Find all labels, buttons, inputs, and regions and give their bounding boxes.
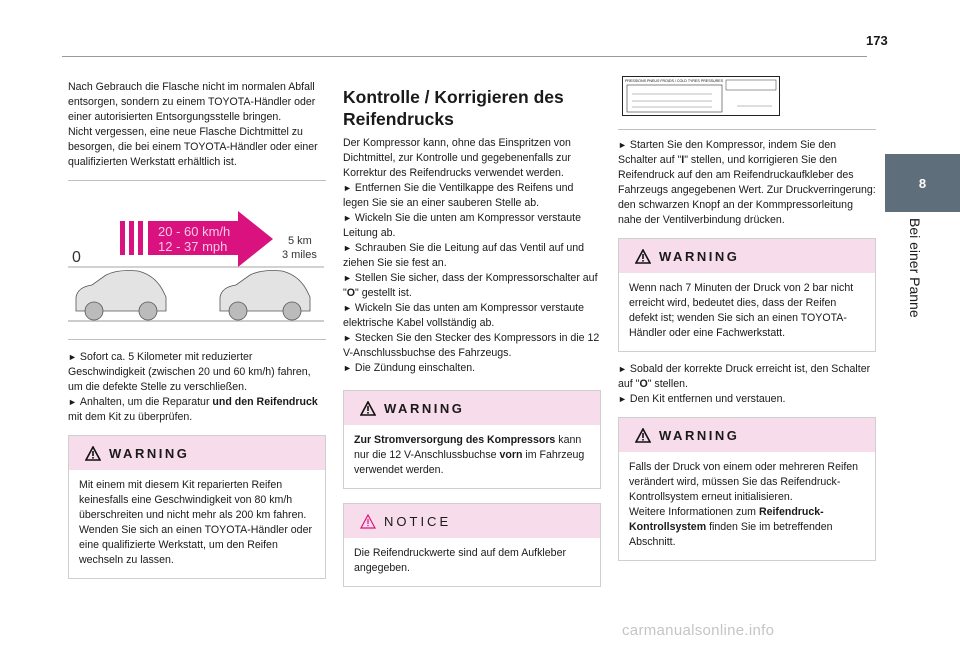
arrow-icon: ► [343, 183, 352, 193]
speed-bar-3 [138, 221, 143, 255]
warning-title: WARNING [659, 248, 740, 264]
warning-text: Falls der Druck von einem oder mehreren Reifen verändert wird, müssen Sie das Reifendruck-Kontrollsystem erneut initialisieren. [629, 461, 859, 503]
step-text: Wickeln Sie das unten am Kompressor verstaute elektrische Kabel vollständig ab. [343, 302, 584, 329]
speed-bar-2 [129, 221, 134, 255]
label-header: PRESSIONS PNEUS FROIDS / COLD TYRES PRESSURES [625, 79, 723, 83]
arrow-icon: ► [343, 213, 352, 223]
step-text: Sobald der korrekte Druck erreicht ist, den Schalter auf " [618, 363, 871, 390]
step-ignition [343, 361, 601, 376]
warning-box [68, 435, 326, 579]
step-valve-cap [343, 181, 601, 211]
warning-text-part: finden Sie im betreffenden Abschnitt. [629, 521, 833, 548]
step-switch-off [618, 362, 876, 392]
arrow-icon: ► [343, 273, 352, 283]
header-rule [62, 56, 867, 57]
step-text-end: " gestellt ist. [355, 287, 412, 299]
switch-symbol: O [639, 378, 648, 390]
speed-kmh: 20 - 60 km/h [158, 224, 231, 239]
notice-title: NOTICE [384, 513, 452, 529]
warning-title: WARNING [109, 445, 190, 461]
warning-text [629, 505, 865, 550]
warning-header [344, 391, 600, 425]
step-text: Wickeln Sie die unten am Kompressor verstaute Leitung ab. [343, 212, 582, 239]
warning-header [619, 418, 875, 452]
chapter-tab[interactable] [885, 154, 960, 212]
arrow-icon: ► [618, 394, 627, 404]
warning-bold: vorn [499, 449, 523, 461]
step-stow-kit [618, 392, 876, 407]
step-plug-in [343, 331, 601, 361]
divider [68, 180, 326, 181]
warning-text-part: im Fahrzeug verwendet werden. [354, 449, 585, 476]
distance-miles: 3 miles [282, 249, 317, 261]
divider [618, 129, 876, 130]
switch-symbol: O [346, 287, 356, 299]
switch-symbol: I [681, 154, 685, 166]
chapter-title: Bei einer Panne [907, 218, 923, 318]
distance-km: 5 km [288, 235, 312, 247]
speed-mph: 12 - 37 mph [158, 239, 228, 254]
driving-illustration [68, 199, 326, 324]
car-left [76, 271, 166, 321]
warning-bold: Reifendruck-Kontrollsystem [629, 506, 824, 533]
step-text: Entfernen Sie die Ventilkappe des Reifens und legen Sie sie an einer sauberen Stelle ab. [343, 182, 574, 209]
refill-text: Nicht vergessen, eine neue Flasche Dichtmittel zu besorgen, die bei einem TOYOTA-Händler oder einer qualifizierten Werkstatt erhältlich ist. [68, 126, 318, 168]
column-2 [343, 80, 601, 587]
car-right [220, 271, 310, 321]
section-title: Kontrolle / Korrigieren des Reifendrucks [343, 87, 564, 129]
warning-triangle-icon [85, 446, 101, 461]
step-text: Stellen Sie sicher, dass der Kompressorschalter auf " [343, 272, 598, 299]
step-text-end: " stellen. [647, 378, 688, 390]
warning-text: Wenn nach 7 Minuten der Druck von 2 bar nicht erreicht wird, bedeutet dies, dass der Reifen defekt ist; wenden Sie sich an einen TOYOTA-Händler oder eine Fachwerkstatt. [629, 282, 854, 339]
column-1 [68, 80, 326, 579]
step-unwind-hose [343, 211, 601, 241]
start-zero: 0 [72, 249, 81, 266]
step-text: Schrauben Sie die Leitung auf das Ventil auf und ziehen Sie sie fest an. [343, 242, 585, 269]
warning-text [354, 433, 590, 478]
arrow-icon: ► [68, 397, 77, 407]
warning-title: WARNING [384, 400, 465, 416]
step-drive-text: Sofort ca. 5 Kilometer mit reduzierter Geschwindigkeit (zwischen 20 und 60 km/h) fahren, um die defekte Stelle zu verschließen. [68, 351, 311, 393]
disposal-text: Nach Gebrauch die Flasche nicht im normalen Abfall entsorgen, sondern zu einem TOYOTA-Händler oder einer autorisierten Entsorgungsstelle bringen. [68, 81, 316, 123]
warning-text-part: Weitere Informationen zum [629, 506, 759, 518]
watermark: carmanualsonline.info [622, 622, 775, 639]
page-number: 173 [866, 33, 888, 48]
warning-text: Mit einem mit diesem Kit reparierten Reifen keinesfalls eine Geschwindigkeit von 80 km/h überschreiten und nicht mehr als 200 km fahren. Wenden Sie sich an einen TOYOTA-Händler oder eine qualifizierte Werkstatt, um den Reifen wechseln zu lassen. [79, 479, 312, 566]
notice-triangle-icon [360, 514, 376, 529]
arrow-icon: ► [343, 363, 352, 373]
arrow-icon: ► [618, 364, 627, 374]
arrow-icon: ► [68, 352, 77, 362]
notice-header [344, 504, 600, 538]
intro-text: Der Kompressor kann, ohne das Einspritzen von Dichtmittel, zur Kontrolle und gegebenenfalls zur Korrektur des Reifendrucks verwendet werden. [343, 137, 571, 179]
step-stop-bold: und den Reifendruck [212, 396, 318, 408]
warning-title: WARNING [659, 427, 740, 443]
divider [68, 339, 326, 340]
notice-box [343, 503, 601, 587]
step-drive [68, 350, 326, 395]
step-stop-text: Anhalten, um die Reparatur [79, 396, 213, 408]
warning-box [343, 390, 601, 489]
warning-triangle-icon [360, 401, 376, 416]
arrow-icon: ► [343, 243, 352, 253]
arrow-icon: ► [618, 140, 627, 150]
tyre-pressure-label [622, 76, 780, 116]
step-text: Die Zündung einschalten. [354, 362, 476, 374]
step-stop [68, 395, 326, 425]
warning-text-part: kann nur die 12 V-Anschlussbuchse [354, 434, 582, 461]
warning-triangle-icon [635, 249, 651, 264]
warning-box [618, 417, 876, 561]
step-text-end: " stellen, und korrigieren Sie den Reifendruck auf den am Reifendruckaufkleber des Fahrzeugs angegebenen Wert. Zur Druckverringerung: den schwarzen Knopf an der Kommpressorleitung nahe der Ventilverbindung drücken. [618, 154, 876, 226]
warning-bold: Zur Stromversorgung des Kompressors [354, 434, 556, 446]
step-stop-text-end: mit dem Kit zu überprüfen. [68, 411, 193, 423]
step-switch-off [343, 271, 601, 301]
step-text: Stecken Sie den Stecker des Kompressors in die 12 V-Anschlussbuchse des Fahrzeugs. [343, 332, 600, 359]
step-text: Starten Sie den Kompressor, indem Sie den Schalter auf " [618, 139, 837, 166]
warning-header [69, 436, 325, 470]
step-text: Den Kit entfernen und verstauen. [629, 393, 786, 405]
warning-box [618, 238, 876, 352]
speed-bar-1 [120, 221, 125, 255]
step-screw-hose [343, 241, 601, 271]
step-unwind-cable [343, 301, 601, 331]
notice-text: Die Reifendruckwerte sind auf dem Aufkleber angegeben. [354, 547, 566, 574]
column-3 [618, 76, 876, 561]
chapter-number: 8 [918, 175, 927, 191]
arrow-icon: ► [343, 303, 352, 313]
warning-header [619, 239, 875, 273]
step-start-compressor [618, 138, 876, 228]
warning-triangle-icon [635, 428, 651, 443]
arrow-icon: ► [343, 333, 352, 343]
